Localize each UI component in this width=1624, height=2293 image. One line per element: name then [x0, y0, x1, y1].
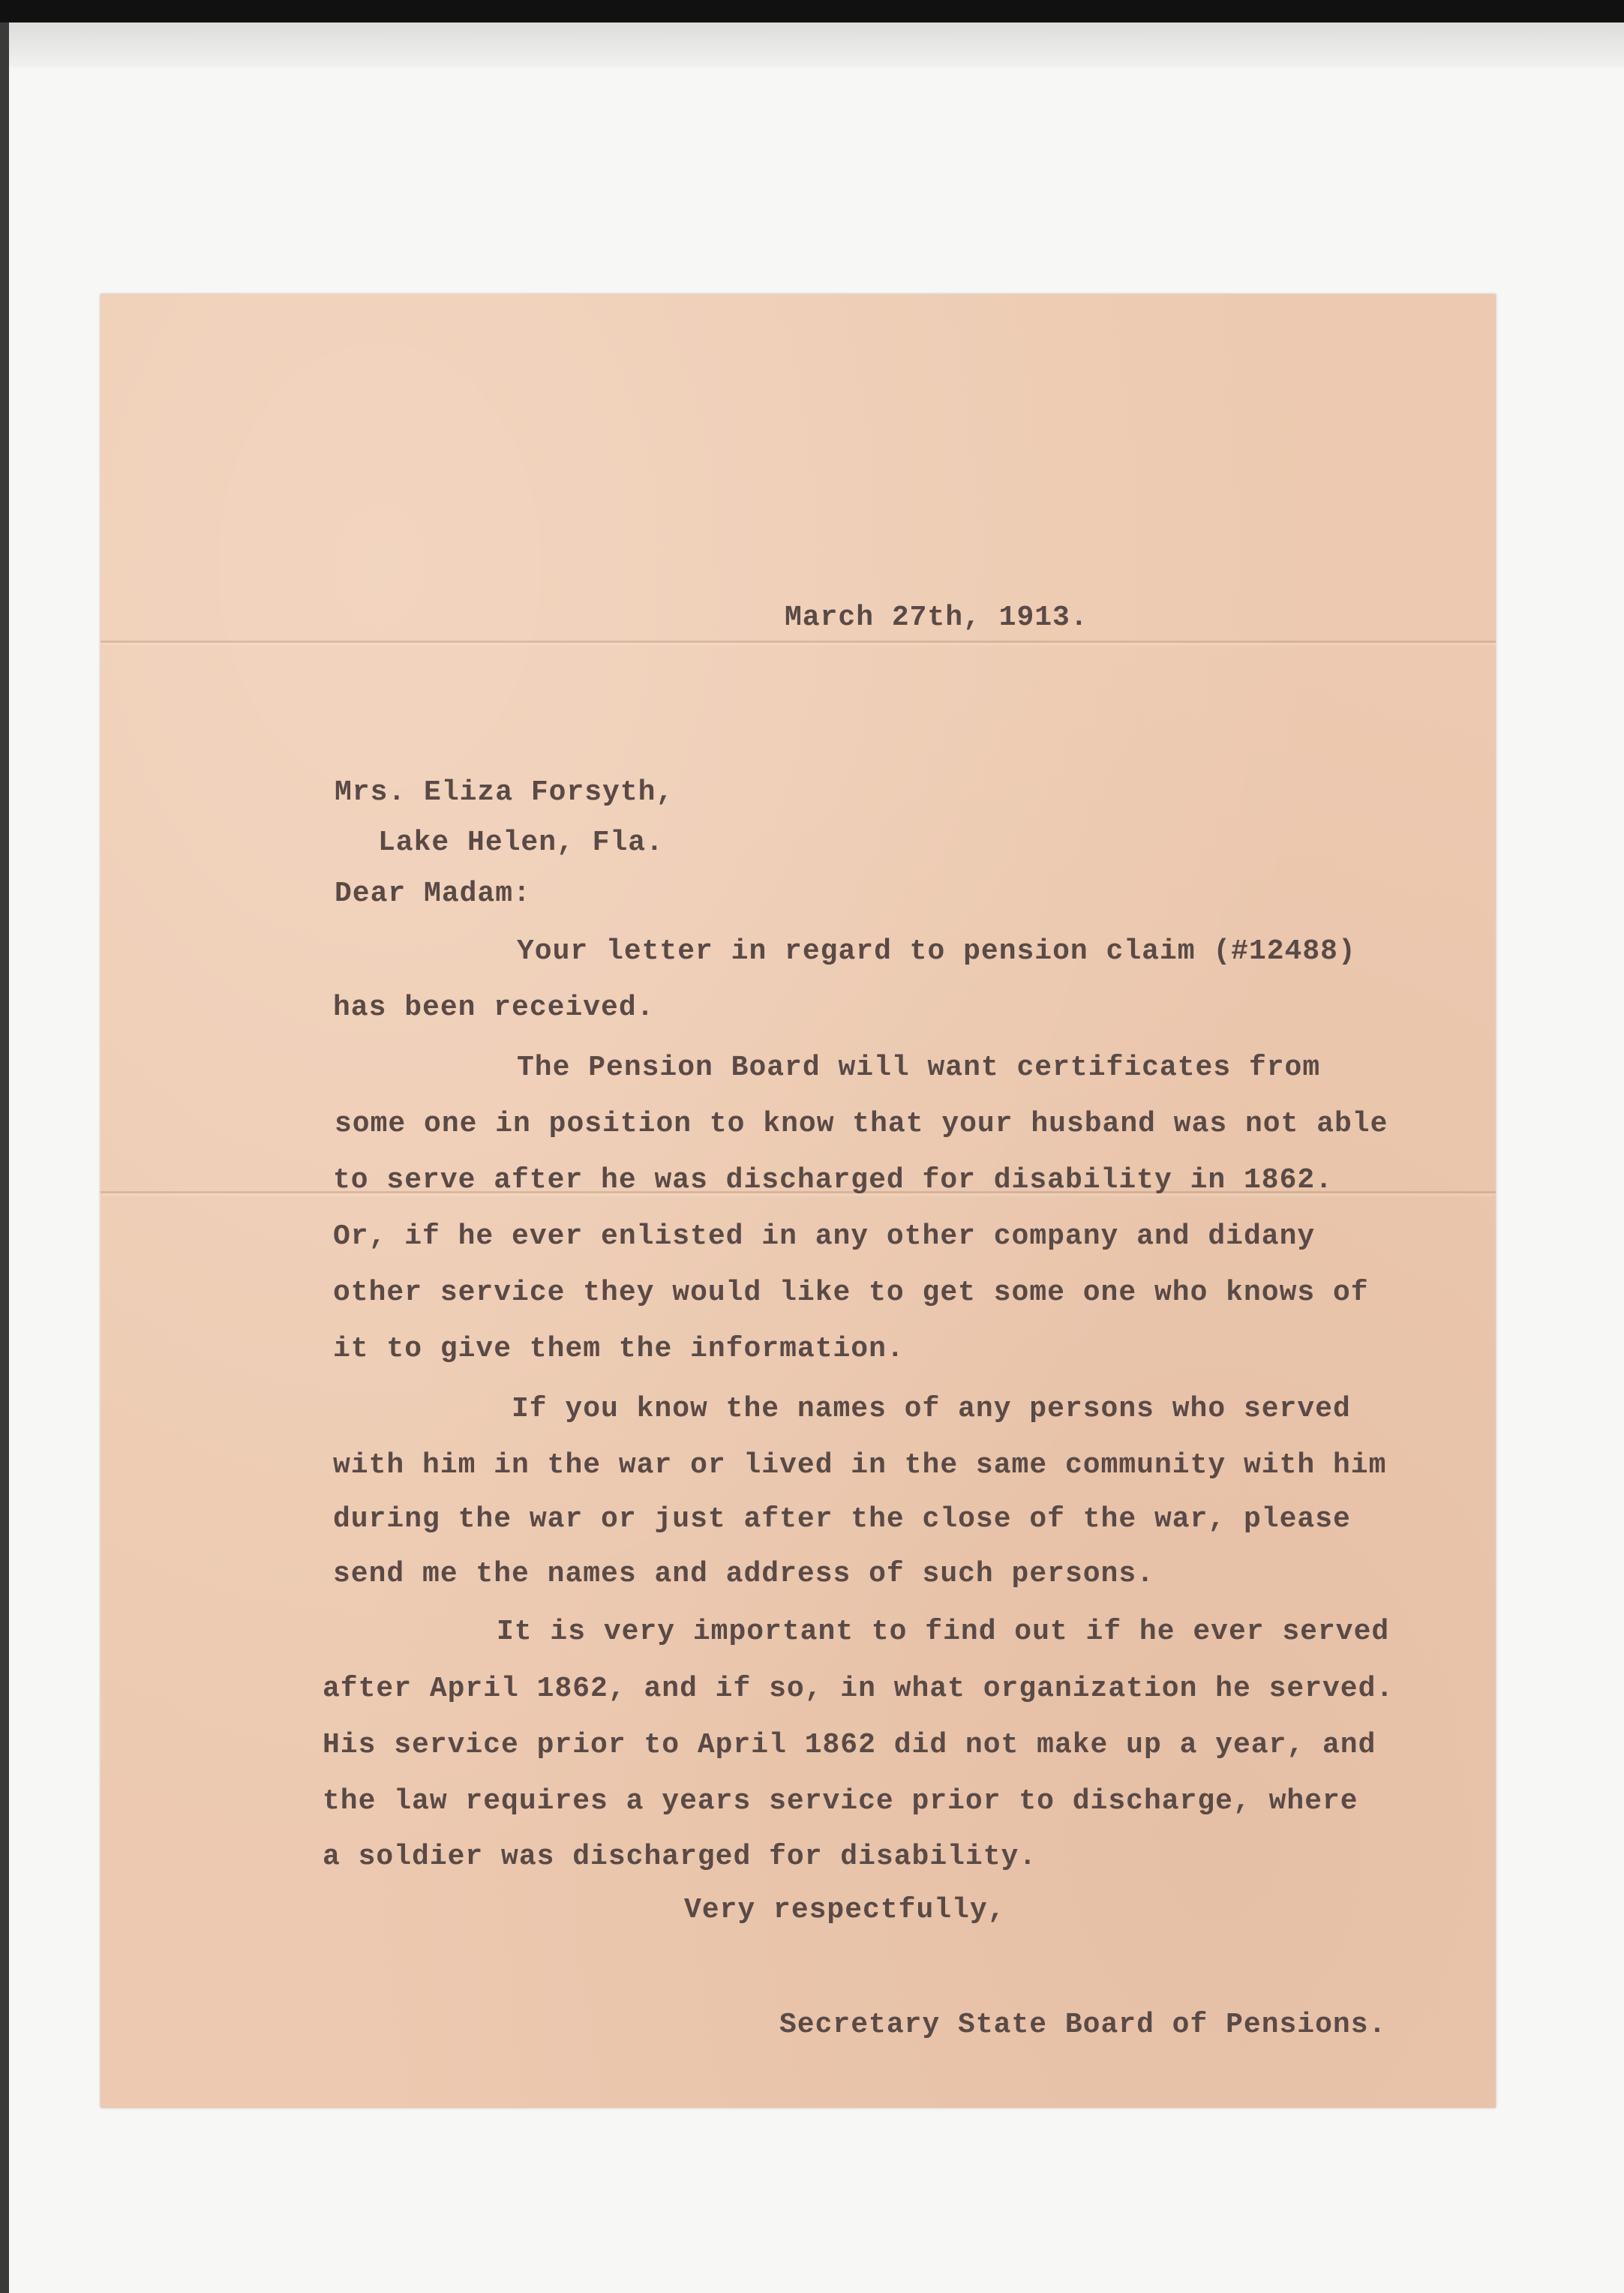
scan-top-edge [0, 0, 1624, 23]
recipient-name: Mrs. Eliza Forsyth, [335, 776, 674, 809]
scan-top-shade [0, 23, 1624, 68]
body-line: The Pension Board will want certificates from [517, 1052, 1321, 1084]
body-line: during the war or just after the close of the war, please [333, 1503, 1351, 1535]
paper-fold-line [101, 641, 1496, 643]
body-line: to serve after he was discharged for disability in 1862. [333, 1164, 1334, 1196]
body-line: has been received. [333, 992, 655, 1024]
body-line: Your letter in regard to pension claim (#12488) [517, 935, 1356, 968]
body-line: a soldier was discharged for disability. [323, 1841, 1037, 1873]
body-line: send me the names and address of such persons. [333, 1558, 1154, 1590]
body-line: other service they would like to get some one who knows of [333, 1277, 1369, 1309]
body-line: it to give them the information. [333, 1333, 905, 1365]
closing: Very respectfully, [684, 1894, 1006, 1926]
body-line: some one in position to know that your husband was not able [335, 1108, 1388, 1140]
body-line: It is very important to find out if he ever served [497, 1616, 1390, 1648]
signature-title: Secretary State Board of Pensions. [779, 2009, 1387, 2041]
body-line: the law requires a years service prior to discharge, where [323, 1785, 1358, 1817]
letter-date: March 27th, 1913. [785, 602, 1088, 634]
scan-left-edge [0, 23, 9, 2293]
body-line: His service prior to April 1862 did not make up a year, and [323, 1729, 1376, 1761]
recipient-address: Lake Helen, Fla. [378, 827, 664, 859]
salutation: Dear Madam: [335, 878, 531, 910]
body-line: with him in the war or lived in the same community with him [333, 1449, 1387, 1481]
body-line: If you know the names of any persons who served [512, 1393, 1351, 1425]
body-line: after April 1862, and if so, in what organization he served. [323, 1673, 1394, 1705]
letter-paper [101, 294, 1496, 2108]
body-line: Or, if he ever enlisted in any other company and didany [333, 1220, 1316, 1253]
